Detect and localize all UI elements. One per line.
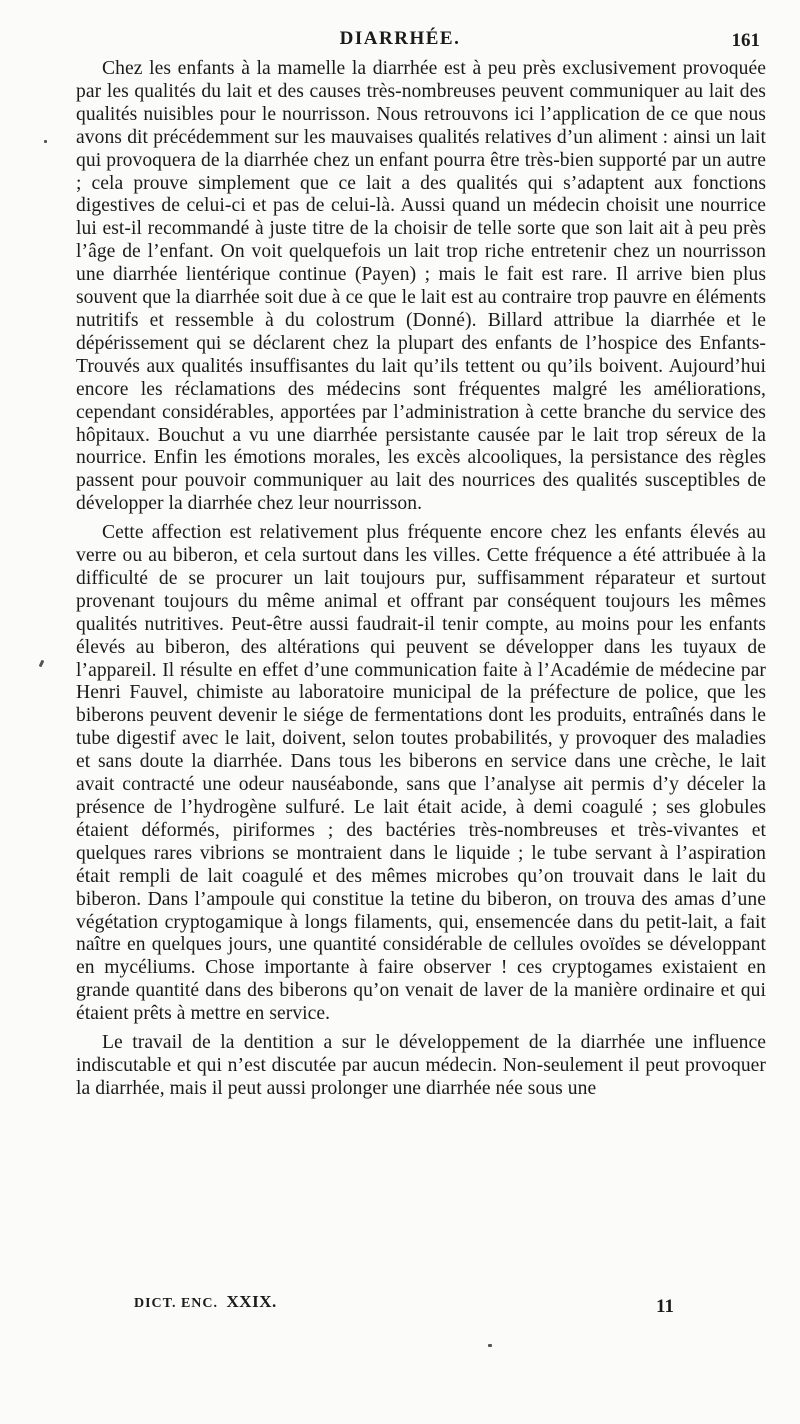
page-number: 161 bbox=[731, 30, 760, 51]
margin-mark bbox=[39, 660, 45, 668]
body-text bbox=[76, 58, 766, 1101]
volume-number: XXIX. bbox=[226, 1292, 277, 1311]
page-footer bbox=[0, 1292, 800, 1322]
printer-signature bbox=[134, 1292, 277, 1312]
signature-label: DICT. ENC. bbox=[134, 1296, 219, 1311]
page-header bbox=[0, 28, 800, 54]
sheet-number: 11 bbox=[656, 1296, 674, 1317]
running-title: DIARRHÉE. bbox=[339, 28, 461, 49]
paragraph-2: Cette affection est relativement plus fréquente encore chez les enfants élevés au verre ou au biberon, et cela surtout dans les villes. Cette fréquence a été attribuée à la difficulté de se procurer un lait toujours pur, suffisamment réparateur et surtout provenant toujours du même animal et offrant par conséquent toujours les mêmes qualités nutritives. Peut-être aussi faudrait-il tenir compte, au moins pour les enfants élevés au biberon, des altérations qui peuvent se développer dans les tuyaux de l’appareil. Il résulte en effet d’une communication faite à l’Académie de médecine par Henri Fauvel, chimiste au laboratoire municipal de la préfecture de police, que les biberons peuvent devenir le siége de fermentations dont les produits, entraînés dans le tube digestif avec le lait, doivent, selon toutes probabilités, y provoquer des maladies et sans doute la diarrhée. Dans tous les biberons en service dans une crèche, le lait avait contracté une odeur nauséabonde, sans que l’analyse ait permis d’y déceler la présence de l’hydrogène sulfuré. Le lait était acide, à demi coagulé ; ses globules étaient déformés, piriformes ; des bactéries très-nombreuses et très-vivantes et quelques rares vibrions se montraient dans le liquide ; le tube servant à l’aspiration était rempli de lait coagulé et des mêmes microbes qu’on trouvait dans le lait du biberon. Dans l’ampoule qui constitue la tetine du biberon, on trouva des amas d’une végétation cryptogamique à longs filaments, qui, ensemencée dans du petit-lait, a fait naître en quelques jours, une quantité considérable de cellules ovoïdes se développant en mycéliums. Chose importante à faire observer ! ces cryptogames existaient en grande quantité dans des biberons qu’on venait de laver de la manière ordinaire et qui étaient prêts à mettre en service. bbox=[76, 522, 766, 1025]
paragraph-1: Chez les enfants à la mamelle la diarrhée est à peu près exclusivement provoquée par les qualités du lait et des causes très-nombreuses peuvent communiquer au lait des qualités nuisibles pour le nourrisson. Nous retrouvons ici l’application de ce que nous avons dit précédemment sur les mauvaises qualités relatives d’un aliment : ainsi un lait qui provoquera de la diarrhée chez un enfant pourra être très-bien supporté par un autre ; cela prouve simplement que ce lait a des qualités qui s’adaptent aux fonctions digestives de celui-ci et pas de celui-là. Aussi quand un médecin choisit une nourrice lui est-il recommandé à juste titre de la choisir de telle sorte que son lait ait à peu près l’âge de l’enfant. On voit quelquefois un lait trop riche entretenir chez un nourrisson une diarrhée lientérique continue (Payen) ; mais le fait est rare. Il arrive bien plus souvent que la diarrhée soit due à ce que le lait est au contraire trop pauvre en éléments nutritifs et ressemble à du colostrum (Donné). Billard attribue la diarrhée et le dépérissement qui se déclarent chez la plupart des enfants de l’hospice des Enfants-Trouvés aux qualités insuffisantes du lait qu’ils tettent ou qu’ils boivent. Aujourd’hui encore les réclamations des médecins sont fréquentes malgré les améliorations, cependant considérables, apportées par l’administration à cette branche du service des hôpitaux. Bouchut a vu une diarrhée persistante causée par le lait trop séreux de la nourrice. Enfin les émotions morales, les excès alcooliques, la persistance des règles passent pour pouvoir communiquer au lait des nourrices des qualités susceptibles de développer la diarrhée chez leur nourrisson. bbox=[76, 58, 766, 515]
paragraph-3: Le travail de la dentition a sur le développement de la diarrhée une influence indiscutable et qui n’est discutée par aucun médecin. Non-seulement il peut provoquer la diarrhée, mais il peut aussi prolonger une diarrhée née sous une bbox=[76, 1032, 766, 1099]
margin-mark bbox=[44, 140, 47, 143]
margin-mark bbox=[488, 1344, 492, 1347]
